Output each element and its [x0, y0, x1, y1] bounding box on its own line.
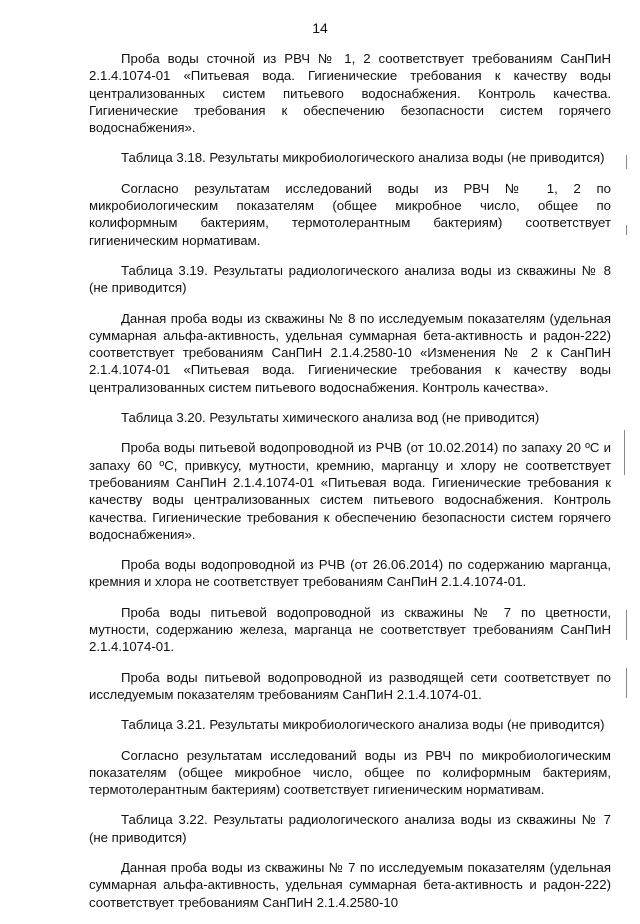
- page-number: 14: [312, 20, 328, 36]
- scan-margin-mark: [626, 155, 627, 169]
- paragraph-radiology-well-8: Данная проба воды из скважины № 8 по исследуемым показателям (удельная суммарная альфа-активность, удельная суммарная бета-активность и радон-222) соответствует требованиям СанПиН 2.1.4.2580-10 «Изменения № 2 к СанПиН 2.1.4.1074-01 «Питьевая вода. Гигиенические требования к качеству воды централизованных систем питьевого водоснабжения. Контроль качества».: [89, 310, 611, 395]
- paragraph-well-7-chemistry: Проба воды питьевой водопроводной из скважины № 7 по цветности, мутности, содержанию железа, марганца не соответствует требованиям СанПиН 2.1.4.1074-01.: [89, 604, 611, 655]
- table-caption-3-22: Таблица 3.22. Результаты радиологического анализа воды из скважины № 7 (не приводится): [89, 812, 611, 845]
- paragraph-microbiology-rvch: Согласно результатам исследований воды из РВЧ № 1, 2 по микробиологическим показателям (общее микробное число, общее по колиформным бактериям, термотолерантным бактериям) соответствует гигиеническим нормативам.: [89, 180, 611, 248]
- scan-margin-mark: [624, 430, 625, 475]
- document-body: [89, 50, 611, 924]
- paragraph-chemistry-rchv-february: Проба воды питьевой водопроводной из РЧВ (от 10.02.2014) по запаху 20 ºС и запаху 60 ºС, привкусу, мутности, кремнию, марганцу и хлору не соответствует требованиям СанПиН 2.1.4.1074-01 «Питьевая вода. Гигиенические требования к качеству воды централизованных систем питьевого водоснабжения. Контроль качества. Гигиенические требования к обеспечению безопасности систем горячего водоснабжения».: [89, 440, 611, 542]
- table-caption-3-18: Таблица 3.18. Результаты микробиологического анализа воды (не приводится): [121, 150, 605, 166]
- paragraph-microbiology-rvch-2: Согласно результатам исследований воды из РВЧ по микробиологическим показателям (общее микробное число, общее по колиформным бактериям, термотолерантным бактериям) соответствует гигиеническим нормативам.: [89, 747, 611, 798]
- table-caption-3-19: Таблица 3.19. Результаты радиологического анализа воды из скважины № 8 (не приводится): [89, 262, 611, 296]
- scan-margin-mark: [626, 668, 627, 698]
- table-caption-3-21: Таблица 3.21. Результаты микробиологического анализа воды (не приводится): [121, 717, 605, 733]
- paragraph-hot-water-compliance: Проба воды сточной из РВЧ № 1, 2 соответствует требованиям СанПиН 2.1.4.1074-01 «Питьевая вода. Гигиенические требования к качеству воды централизованных систем питьевого водоснабжения. Контроль качества. Гигиенические требования к обеспечению безопасности систем горячего водоснабжения».: [89, 51, 611, 136]
- paragraph-distribution-network: Проба воды питьевой водопроводной из разводящей сети соответствует по исследуемым показателям требованиям СанПиН 2.1.4.1074-01.: [89, 669, 611, 702]
- paragraph-chemistry-rchv-june: Проба воды водопроводной из РЧВ (от 26.06.2014) по содержанию марганца, кремния и хлора не соответствует требованиям СанПиН 2.1.4.1074-01.: [89, 557, 611, 590]
- scan-margin-mark: [626, 225, 627, 235]
- paragraph-radiology-well-7: Данная проба воды из скважины № 7 по исследуемым показателям (удельная суммарная альфа-активность, удельная суммарная бета-активность и радон-222) соответствует требованиям СанПиН 2.1.4.2580-10: [89, 859, 611, 910]
- scan-margin-mark: [626, 610, 627, 640]
- table-caption-3-20: Таблица 3.20. Результаты химического анализа вод (не приводится): [121, 410, 540, 426]
